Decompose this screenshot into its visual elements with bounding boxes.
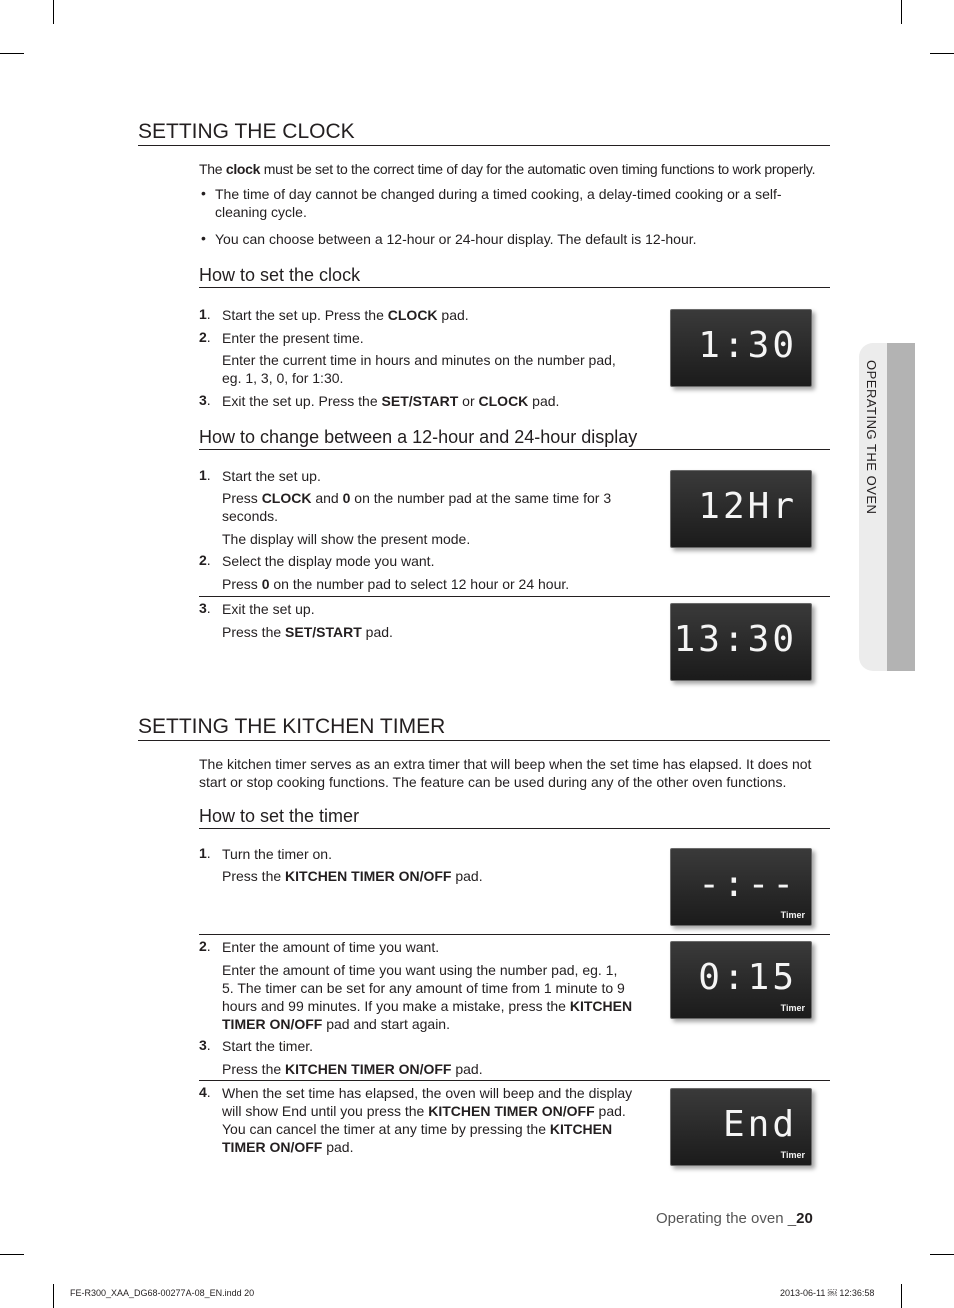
timer-step-1: Turn the timer on.: [222, 846, 332, 862]
timer-step-1-detail: Press the KITCHEN TIMER ON/OFF pad.: [222, 868, 483, 884]
step-number: 4.: [199, 1084, 211, 1100]
page-footer: Operating the oven _20: [656, 1210, 813, 1227]
print-slug-left: FE-R300_XAA_DG68-00277A-08_EN.indd 20: [70, 1288, 255, 1298]
step-number: 3.: [199, 392, 211, 408]
change-display-heading: How to change between a 12-hour and 24-hour display: [199, 427, 830, 450]
divider: [199, 934, 830, 935]
timer-display-end: End Timer: [670, 1088, 812, 1166]
divider: [199, 1080, 830, 1081]
timer-step-2-detail-cont: TIMER ON/OFF pad and start again.: [222, 1016, 450, 1032]
timer-display-blank: -:-- Timer: [670, 848, 812, 926]
timer-step-4-cont: You can cancel the timer at any time by pressing the KITCHEN: [222, 1121, 613, 1137]
timer-step-2: Enter the amount of time you want.: [222, 939, 440, 955]
crop-mark: [901, 1284, 902, 1308]
change-step-2-detail: Press 0 on the number pad to select 12 hour or 24 hour.: [222, 576, 570, 592]
crop-mark: [0, 53, 24, 54]
set-clock-heading: How to set the clock: [199, 265, 830, 288]
timer-step-2-detail-cont: 5. The timer can be set for any amount of time from 1 minute to 9: [222, 980, 625, 996]
step-number: 1.: [199, 467, 211, 483]
timer-step-2-detail: Enter the amount of time you want using the number pad, eg. 1,: [222, 962, 618, 978]
bullet-dot: •: [201, 185, 206, 201]
timer-display-0-15: 0:15 Timer: [670, 941, 812, 1019]
set-timer-heading: How to set the timer: [199, 806, 830, 829]
side-tab-label: OPERATING THE OVEN: [864, 360, 879, 515]
clock-section-title: SETTING THE CLOCK: [138, 120, 830, 146]
set-clock-step-2-detail: Enter the current time in hours and minutes on the number pad,: [222, 352, 616, 368]
step-number: 2.: [199, 329, 211, 345]
crop-mark: [930, 1254, 954, 1255]
clock-bullet-2: You can choose between a 12-hour or 24-hour display. The default is 12-hour.: [215, 231, 697, 247]
step-number: 1.: [199, 306, 211, 322]
crop-mark: [0, 1254, 24, 1255]
clock-display-13-30: 13:30: [670, 603, 812, 681]
timer-section-title: SETTING THE KITCHEN TIMER: [138, 715, 830, 741]
timer-step-4-cont: will show End until you press the KITCHEN TIMER ON/OFF pad.: [222, 1103, 626, 1119]
set-clock-step-1: Start the set up. Press the CLOCK pad.: [222, 307, 469, 323]
clock-display-1-30: 1:30: [670, 309, 812, 387]
timer-step-3: Start the timer.: [222, 1038, 314, 1054]
set-clock-step-2-detail-cont: eg. 1, 3, 0, for 1:30.: [222, 370, 344, 386]
step-number: 2.: [199, 552, 211, 568]
crop-mark: [53, 0, 54, 24]
set-clock-step-3: Exit the set up. Press the SET/START or CLOCK pad.: [222, 393, 560, 409]
change-step-1-detail-cont: seconds.: [222, 508, 279, 524]
print-slug-right: 2013-06-11 ￼ 12:36:58: [780, 1288, 875, 1298]
change-step-3: Exit the set up.: [222, 601, 315, 617]
step-number: 2.: [199, 938, 211, 954]
crop-mark: [53, 1284, 54, 1308]
divider: [199, 596, 830, 597]
crop-mark: [930, 53, 954, 54]
bullet-dot: •: [201, 230, 206, 246]
timer-step-2-detail-cont: hours and 99 minutes. If you make a mistake, press the KITCHEN: [222, 998, 633, 1014]
timer-step-3-detail: Press the KITCHEN TIMER ON/OFF pad.: [222, 1061, 483, 1077]
clock-bullet-1-cont: cleaning cycle.: [215, 204, 307, 220]
step-number: 1.: [199, 845, 211, 861]
crop-mark: [901, 0, 902, 24]
clock-intro: The clock must be set to the correct time of day for the automatic oven timing functions to work properly.: [199, 161, 816, 177]
step-number: 3.: [199, 1037, 211, 1053]
change-step-1: Start the set up.: [222, 468, 321, 484]
change-step-3-detail: Press the SET/START pad.: [222, 624, 393, 640]
side-tab-band: [887, 343, 915, 671]
timer-intro: The kitchen timer serves as an extra timer that will beep when the set time has elapsed. It does not: [199, 756, 812, 772]
timer-step-4-cont: TIMER ON/OFF pad.: [222, 1139, 354, 1155]
change-step-1-detail: Press CLOCK and 0 on the number pad at the same time for 3: [222, 490, 612, 506]
timer-step-4: When the set time has elapsed, the oven will beep and the display: [222, 1085, 633, 1101]
change-step-1-note: The display will show the present mode.: [222, 531, 471, 547]
step-number: 3.: [199, 600, 211, 616]
change-step-2: Select the display mode you want.: [222, 553, 435, 569]
clock-bullet-1: The time of day cannot be changed during a timed cooking, a delay-timed cooking or a self-: [215, 186, 782, 202]
timer-intro-cont: start or stop cooking functions. The feature can be used during any of the other oven functions.: [199, 774, 787, 790]
clock-display-12hr: 12Hr: [670, 470, 812, 548]
set-clock-step-2: Enter the present time.: [222, 330, 364, 346]
